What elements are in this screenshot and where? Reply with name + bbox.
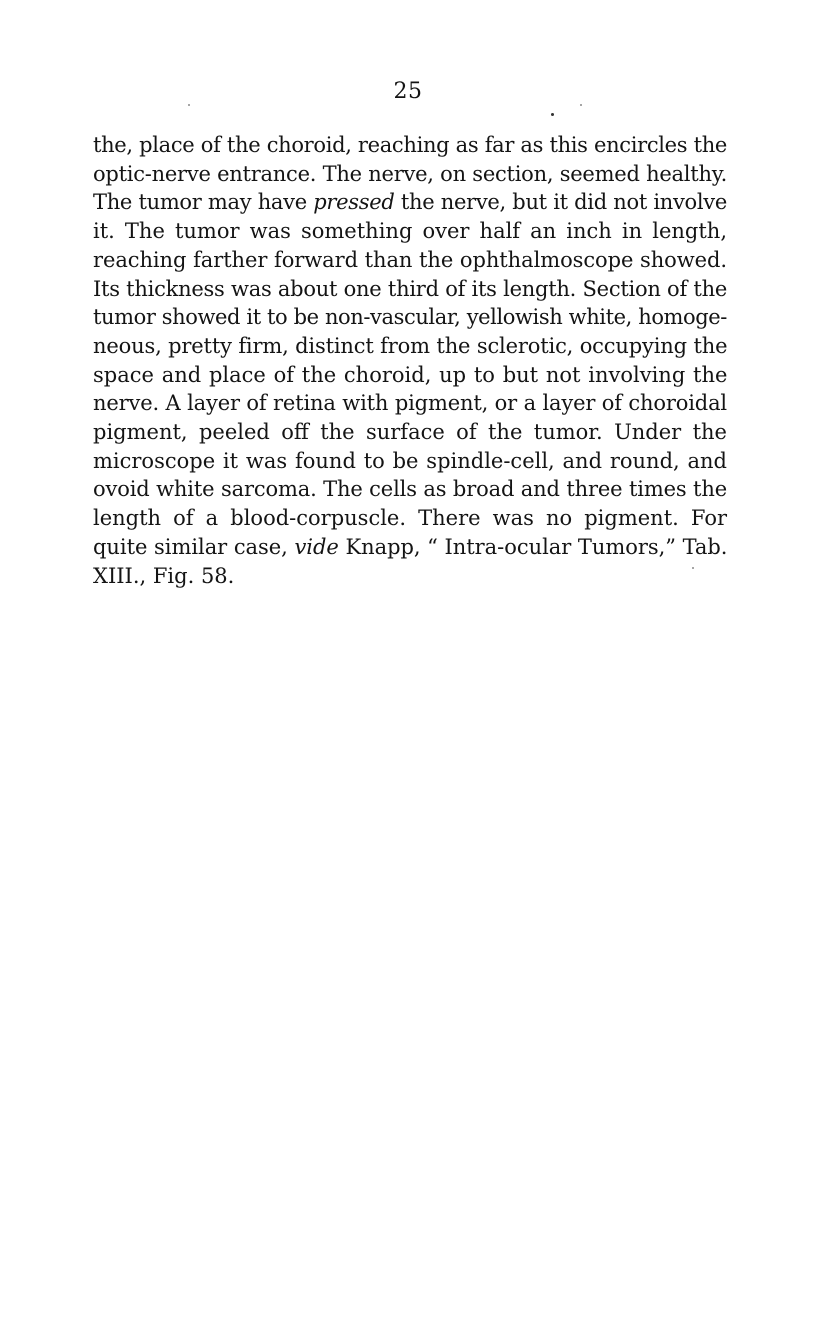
text-line xyxy=(93,533,727,562)
page-number: 25 xyxy=(393,79,423,104)
text-run: microscope it was found to be spindle-cell, and round, and xyxy=(93,448,727,473)
text-run: neous, pretty firm, distinct from the sclerotic, occupying the xyxy=(93,333,728,358)
italic-text: vide xyxy=(294,534,339,559)
text-line xyxy=(93,361,727,390)
text-line xyxy=(93,246,727,275)
text-line xyxy=(93,160,727,189)
text-run: ovoid white sarcoma. The cells as broad and three times the xyxy=(93,477,727,502)
text-run: XIII., Fig. 58. xyxy=(93,563,235,588)
text-line xyxy=(93,188,727,217)
text-run: it. The tumor was something over half an inch in length, xyxy=(93,219,727,244)
text-line xyxy=(93,217,727,246)
text-run: the nerve, but it did not involve xyxy=(394,190,728,215)
text-run: reaching farther forward than the ophthalmoscope showed. xyxy=(93,247,727,272)
text-line xyxy=(93,275,727,304)
text-run: the, place of the choroid, reaching as far as this encircles the xyxy=(93,133,727,157)
text-run: nerve. A layer of retina with pigment, or a layer of choroidal xyxy=(93,391,727,416)
text-line xyxy=(93,562,727,591)
text-line xyxy=(93,303,727,332)
text-run: Knapp, “ Intra-ocular Tumors,” Tab. xyxy=(338,534,728,559)
text-line xyxy=(93,504,727,533)
scan-speck xyxy=(551,113,554,116)
scan-speck xyxy=(692,567,694,569)
scan-speck xyxy=(580,104,582,106)
text-run: The tumor may have xyxy=(93,190,314,215)
text-run: length of a blood-corpuscle. There was no pigment. For xyxy=(93,506,727,531)
text-run: Its thickness was about one third of its length. Section of the xyxy=(93,276,728,301)
italic-text: pressed xyxy=(313,190,395,215)
scan-speck xyxy=(188,104,190,106)
text-line xyxy=(93,447,727,476)
text-run: optic-nerve entrance. The nerve, on section, seemed healthy. xyxy=(93,161,727,186)
text-run: space and place of the choroid, up to but not involving the xyxy=(93,362,728,387)
text-line xyxy=(93,131,727,160)
text-line xyxy=(93,475,727,504)
text-run: tumor showed it to be non-vascular, yellowish white, homoge- xyxy=(93,305,727,330)
text-run: quite similar case, xyxy=(93,534,295,559)
text-line xyxy=(93,332,727,361)
body-paragraph xyxy=(93,131,727,590)
text-run: pigment, peeled off the surface of the tumor. Under the xyxy=(93,420,727,445)
text-line xyxy=(93,389,727,418)
text-line xyxy=(93,418,727,447)
